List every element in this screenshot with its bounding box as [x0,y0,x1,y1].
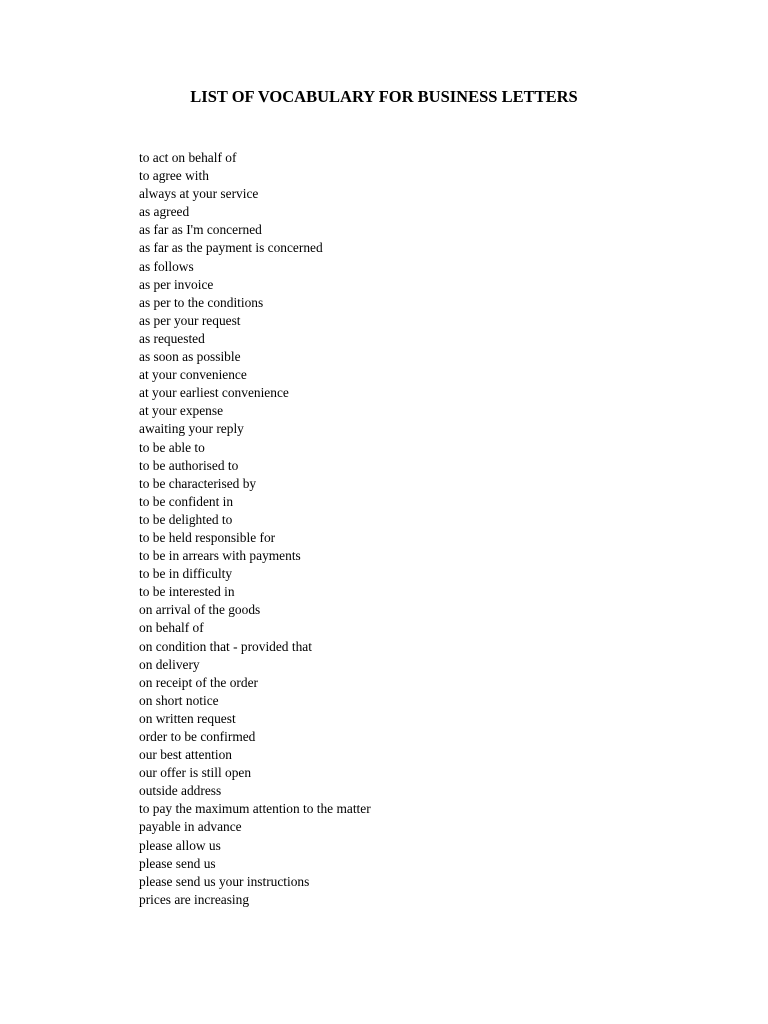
vocabulary-item: payable in advance [139,819,242,835]
vocabulary-item: as per to the conditions [139,294,264,310]
vocabulary-item: as follows [139,258,194,274]
vocabulary-item: as per invoice [139,276,214,292]
vocabulary-item: to be characterised by [139,475,257,491]
vocabulary-item: to be in difficulty [139,566,233,582]
vocabulary-item: order to be confirmed [139,729,256,744]
vocabulary-item: outside address [139,783,222,799]
vocabulary-item: please allow us [139,837,221,853]
vocabulary-item: to be in arrears with payments [139,548,301,564]
vocabulary-item: to agree with [139,168,209,184]
vocabulary-item: on behalf of [139,620,204,636]
vocabulary-item: as far as I'm concerned [139,222,262,238]
vocabulary-item: awaiting your reply [139,421,244,437]
vocabulary-item: to act on behalf of [139,150,237,165]
vocabulary-item: to be held responsible for [139,529,276,545]
vocabulary-item: at your convenience [139,367,247,383]
vocabulary-list [139,149,371,909]
vocabulary-item: our offer is still open [139,765,252,781]
vocabulary-item: on arrival of the goods [139,602,261,618]
vocabulary-item: to be delighted to [139,511,233,527]
vocabulary-item: as far as the payment is concerned [139,240,323,256]
vocabulary-item: as requested [139,330,205,346]
vocabulary-item: on receipt of the order [139,674,258,690]
document-title: LIST OF VOCABULARY FOR BUSINESS LETTERS [190,87,578,106]
vocabulary-item: please send us your instructions [139,873,310,889]
vocabulary-item: prices are increasing [139,891,250,907]
vocabulary-item: to be able to [139,439,205,455]
vocabulary-item: our best attention [139,747,232,763]
vocabulary-item: as agreed [139,204,190,220]
vocabulary-item: to pay the maximum attention to the matter [139,801,371,817]
vocabulary-item: to be authorised to [139,457,239,473]
vocabulary-item: on delivery [139,656,200,672]
vocabulary-item: at your earliest convenience [139,385,289,401]
vocabulary-item: as per your request [139,312,241,328]
vocabulary-item: to be interested in [139,584,235,600]
vocabulary-item: to be confident in [139,493,234,509]
vocabulary-item: as soon as possible [139,349,241,365]
vocabulary-item: at your expense [139,403,224,419]
vocabulary-item: on short notice [139,692,219,708]
vocabulary-item: always at your service [139,186,259,202]
vocabulary-item: on condition that - provided that [139,638,312,654]
vocabulary-item: please send us [139,855,216,871]
vocabulary-item: on written request [139,710,236,726]
